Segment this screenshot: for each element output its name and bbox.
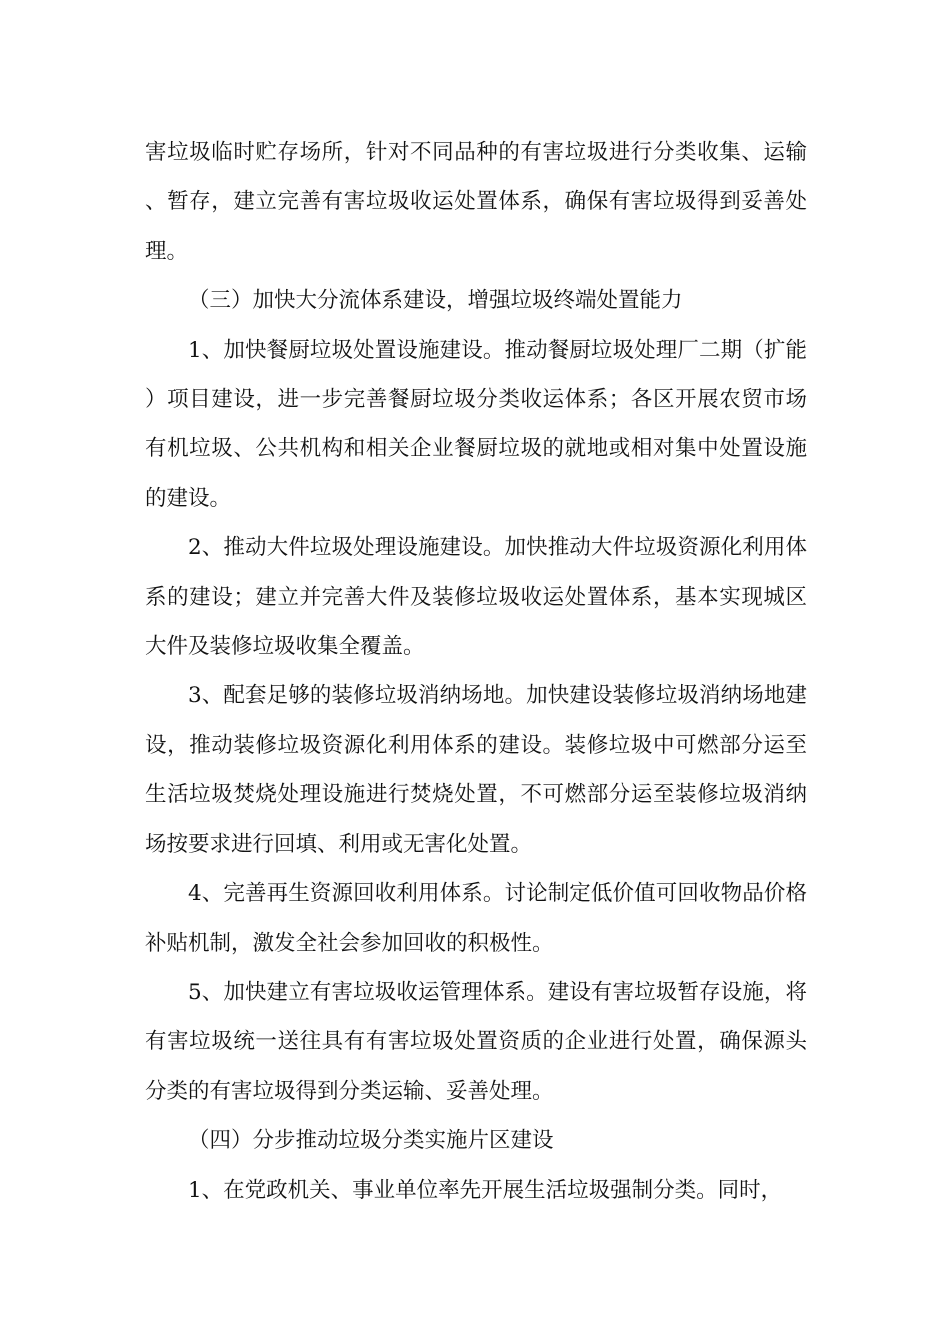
paragraph-item-1: 1、加快餐厨垃圾处置设施建设。推动餐厨垃圾处理厂二期（扩能）项目建设，进一步完善餐厨垃圾分类收运体系；各区开展农贸市场有机垃圾、公共机构和相关企业餐厨垃圾的就地或相对集中处置设施的建设。 [145, 337, 807, 511]
paragraph-item-2: 2、推动大件垃圾处理设施建设。加快推动大件垃圾资源化利用体系的建设；建立并完善大件及装修垃圾收运处置体系，基本实现城区大件及装修垃圾收集全覆盖。 [145, 535, 807, 660]
paragraph-item-3: 3、配套足够的装修垃圾消纳场地。加快建设装修垃圾消纳场地建设，推动装修垃圾资源化利用体系的建设。装修垃圾中可燃部分运至生活垃圾焚烧处理设施进行焚烧处置，不可燃部分运至装修垃圾消纳场按要求进行回填、利用或无害化处置。 [145, 683, 807, 857]
section-heading-3: （三）加快大分流体系建设，增强垃圾终端处置能力 [188, 288, 683, 314]
paragraph-item-1-section-4: 1、在党政机关、事业单位率先开展生活垃圾强制分类。同时， [188, 1177, 783, 1203]
paragraph-item-4: 4、完善再生资源回收利用体系。讨论制定低价值可回收物品价格补贴机制，激发全社会参加回收的积极性。 [145, 881, 807, 956]
paragraph-item-5: 5、加快建立有害垃圾收运管理体系。建设有害垃圾暂存设施，将有害垃圾统一送往具有有害垃圾处置资质的企业进行处置，确保源头分类的有害垃圾得到分类运输、妥善处理。 [145, 979, 807, 1104]
document-body [145, 128, 807, 1215]
section-heading-4: （四）分步推动垃圾分类实施片区建设 [188, 1128, 554, 1154]
paragraph-continuation: 害垃圾临时贮存场所，针对不同品种的有害垃圾进行分类收集、运输、暂存，建立完善有害垃圾收运处置体系，确保有害垃圾得到妥善处理。 [145, 140, 807, 264]
